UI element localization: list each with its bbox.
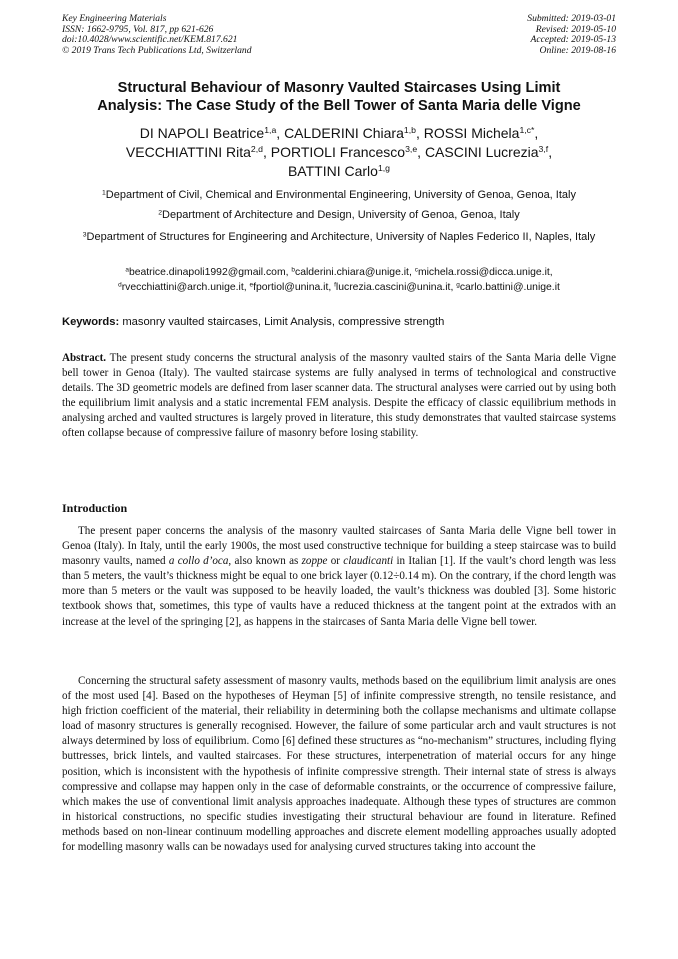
author-sup: 2,d [250,144,263,155]
italic-term: zoppe [301,555,328,568]
email-sup: c [414,266,418,274]
paragraph-text: or [327,555,344,568]
paragraph-text: , also known as [228,555,302,568]
email-list: $^a$beatrice.dinapoli1992@gmail.com, $^b$calderini.chiara@unige.it, $^c$michela.rossi@dicca.unige.it, $^d$rvecchiattini@arch.unige.it, $^e$fportiol@unina.it, $^f$lucrezia.cascini@unina.it, $^g$carlo.battini@.unige.it [118,266,560,293]
introduction-paragraph-1 [62,524,616,630]
email-sup: d [118,280,122,288]
email-link[interactable]: fportiol@unina.it [253,281,329,293]
email-sup: e [249,280,254,288]
author-name: CALDERINI Chiara [284,125,404,141]
email-link[interactable]: calderini.chiara@unige.it [295,267,409,278]
author-name: ROSSI Michela [423,125,520,141]
introduction-heading: Introduction [62,501,128,515]
abstract-text: The present study concerns the structural analysis of the masonry vaulted stairs of the Santa Maria delle Vigne bell tower in Genoa (Italy). The vaulted staircase systems are fully analysed in terms of technological and constructive details. The 3D geometric models are defined from laser scanner data. The structural analyses were carried out by using both the equilibrium limit analysis and a static incremental FEM analysis. Despite the efficacy of classic equilibrium methods in analysing arched and vaulted structures is largely proved in literature, this study demonstrates that vaulted staircase systems often collapse because of compressive failure of masonry before losing stability. [62,352,616,440]
revised-date: Revised: 2019-05-10 [535,23,616,35]
author-sup: 1,b [403,125,416,136]
accepted-date: Accepted: 2019-05-13 [530,34,616,46]
paper-title [40,79,638,115]
journal-header-left [62,14,252,56]
affiliation-1 [62,188,616,202]
paragraph-text: The present paper concerns the analysis of the masonry vaulted staircases of Santa Maria delle Vigne bell tower in Genoa (Italy). In Italy, until the early 1900s, the most used constructive technique for building a steep staircase was to build masonry vaults, named [62,525,616,568]
author-name: VECCHIATTINI Rita [125,144,251,160]
affiliation-sup: 2 [158,209,163,217]
author-sup: 1,c* [519,125,535,136]
email-sup: a [125,266,129,274]
author-sup: 1,g [377,163,391,174]
author-sup: 3,e [405,144,418,155]
author-sup: 3,f [538,144,549,155]
title-line-1: Structural Behaviour of Masonry Vaulted Staircases Using Limit [117,80,561,96]
email-sup: f [334,280,336,288]
copyright-line: © 2019 Trans Tech Publications Ltd, Switzerland [62,44,252,56]
author-name: PORTIOLI Francesco [270,144,406,160]
email-sup: b [291,266,295,274]
author-name: CASCINI Lucrezia [424,144,539,160]
affiliation-text: Department of Civil, Chemical and Environmental Engineering, University of Genoa, Genoa, Italy [105,189,576,201]
abstract-label: Abstract. [62,352,107,364]
author-sup: 1,a [264,125,277,136]
abstract-paragraph [62,351,616,442]
title-line-2: Analysis: The Case Study of the Bell Tower of Santa Maria delle Vigne [97,98,581,114]
email-link[interactable]: beatrice.dinapoli1992@gmail.com [128,267,286,278]
italic-term: a collo d’oca [168,555,229,568]
paragraph-text: in Italian [1]. If the vault’s chord length was less than 5 meters, the vault’s thickness might be equal to one brick layer (0.12÷0.14 m). On the contrary, if the chord length was more than 5 meters or the vault was supposed to be heavily loaded, the vault’s thickness was doubled [3]. Some historic textbook shows that, sometimes, this type of vaults have a reduced thickness at the tangent point at the extrados with an increase at the level of the springing [2], as happens in the staircases of Santa Maria delle Vigne bell tower. [62,555,617,628]
email-link[interactable]: carlo.battini@.unige.it [459,281,560,293]
author-name: BATTINI Carlo [287,163,378,179]
email-link[interactable]: lucrezia.cascini@unina.it [335,281,451,293]
journal-name: Key Engineering Materials [62,13,167,24]
email-sup: g [456,280,460,288]
doi-line: doi:10.4028/www.scientific.net/KEM.817.621 [62,34,238,46]
online-date: Online: 2019-08-16 [539,44,616,56]
affiliation-sup: 3 [82,231,87,239]
issn-line: ISSN: 1662-9795, Vol. 817, pp 621-626 [62,23,214,35]
italic-term: claudicanti [343,555,394,568]
affiliation-3 [62,230,616,244]
affiliation-2 [62,208,616,222]
submitted-date: Submitted: 2019-03-01 [527,13,616,24]
email-link[interactable]: michela.rossi@dicca.unige.it [417,267,550,278]
email-link[interactable]: rvecchiattini@arch.unige.it [121,281,244,293]
affiliation-sup: 1 [102,189,106,197]
author-list: DI NAPOLI Beatrice$^{1,a}$, CALDERINI Chiara$^{1,b}$, ROSSI Michela$^{1,c*}$, VECCHIATTINI Rita$^{2,d}$, PORTIOLI Francesco$^{3,e}$, CASCINI Lucrezia$^{3,f}$, BATTINI Carlo$^{1,g}$ [125,125,553,179]
introduction-paragraph-2: Concerning the structural safety assessment of masonry vaults, methods based on the equilibrium limit analysis are ones of the most used [4]. Based on the hypotheses of Heyman [5] of infinite compressive strength, no tensile resistance, and high friction coefficient of the material, their reliability in determining both the collapse mechanisms and ultimate collapse load of masonry structures is generally recognised. However, the failure of some particular arch and vault structures is not always determined by loss of equilibrium. Como [6] defined these structures as “no-mechanism” structures, including flying buttresses, brick lintels, and vaulted staircases. For these structures, interpenetration of material occurs for any hinge position, which is inconsistent with the hypothesis of infinite compressive strength. Their internal state of stress is always compressive and collapse may happen only in the case of deformable constraints, or the occurrence of compressive failure, which makes the use of conventional limit analysis approaches inadequate. Although these types of structures are common in historical constructions, no specific studies investigating their structural behaviour are found in literature. Refined methods based on non-linear continuum modelling approaches and discrete element modelling approaches usually adopted for modelling masonry walls can be nowadays used for analysing curved structures taking into account the [62,675,616,854]
keywords-label: Keywords: [62,316,120,328]
keywords-text: masonry vaulted staircases, Limit Analysis, compressive strength [122,316,445,328]
keywords-line [62,315,616,329]
affiliation-text: Department of Architecture and Design, University of Genoa, Genoa, Italy [162,209,520,221]
author-name: DI NAPOLI Beatrice [139,125,265,141]
affiliation-text: Department of Structures for Engineering and Architecture, University of Naples Federico II, Naples, Italy [86,231,596,243]
journal-header-right [527,14,616,56]
